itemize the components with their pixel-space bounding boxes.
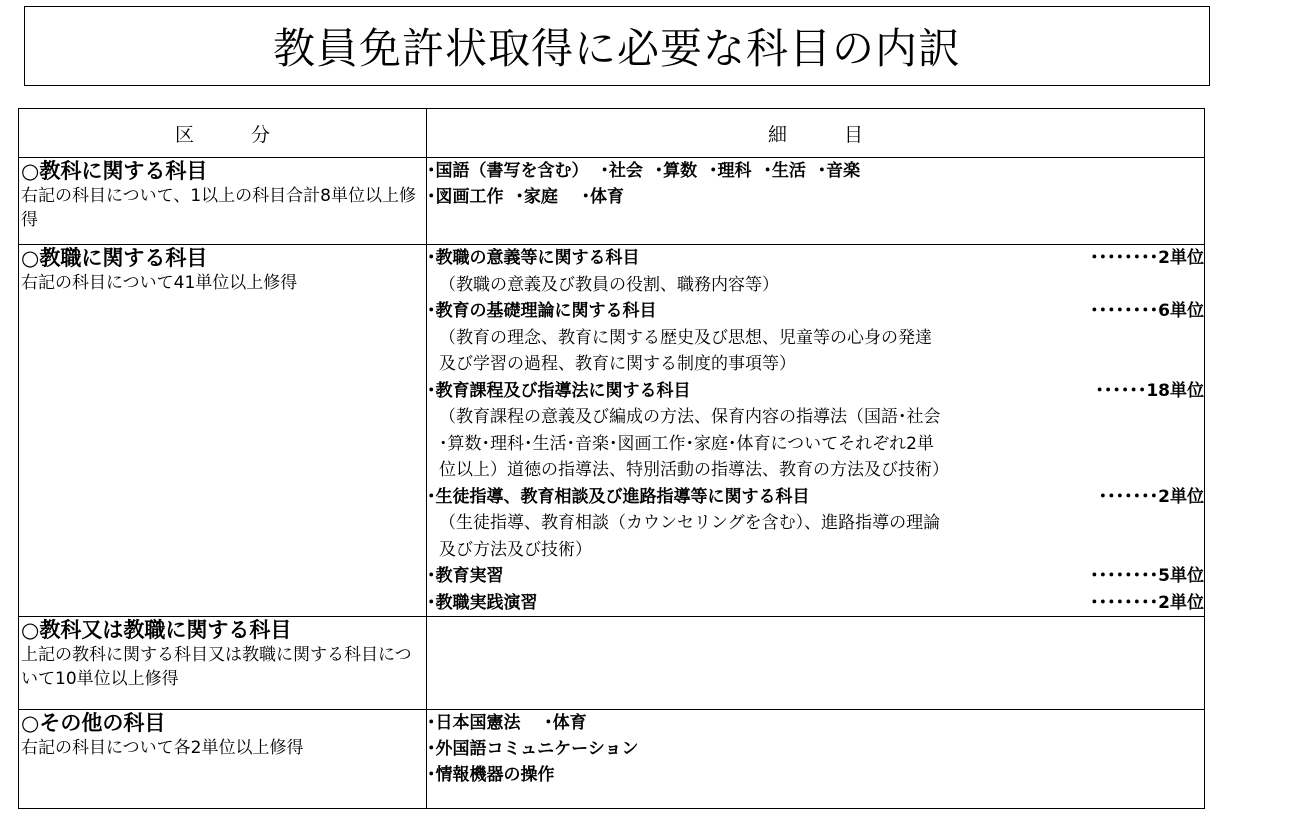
subject-item	[427, 563, 1204, 590]
subject-item	[427, 245, 1204, 272]
category-note: 右記の科目について、1以上の科目合計8単位以上修得	[21, 186, 416, 230]
subject-credits: ･･････18単位	[1095, 380, 1204, 401]
table-row	[19, 245, 1205, 617]
category-cell	[19, 158, 427, 245]
subject-credits: ････････5単位	[1090, 566, 1204, 586]
subject-credits: ････････2単位	[1090, 248, 1204, 268]
detail-line: ･外国語コミュニケーション	[427, 739, 639, 759]
table-row	[19, 710, 1205, 809]
category-title: ○教科又は教職に関する科目	[21, 618, 292, 642]
subject-name: ･教育の基礎理論に関する科目	[427, 301, 657, 321]
category-cell	[19, 710, 427, 809]
subject-name: ･生徒指導、教育相談及び進路指導等に関する科目	[427, 486, 810, 507]
subject-name: ･教職の意義等に関する科目	[427, 248, 640, 268]
category-title: ○教科に関する科目	[21, 159, 208, 183]
subject-credits: ････････2単位	[1090, 592, 1204, 613]
detail-line: ･情報機器の操作	[427, 765, 555, 785]
detail-cell	[427, 158, 1205, 245]
subject-name: ･教職実践演習	[427, 592, 538, 613]
subject-name: ･教育実習	[427, 566, 504, 586]
subject-item	[427, 378, 1204, 405]
subject-item	[427, 298, 1204, 325]
detail-line: ･図画工作 ･家庭 ･体育	[427, 187, 625, 207]
subject-description: （生徒指導、教育相談（カウンセリングを含む）、進路指導の理論 及び方法及び技術）	[439, 513, 941, 560]
title-box	[24, 6, 1210, 86]
subject-item	[427, 590, 1204, 617]
category-note: 右記の科目について41単位以上修得	[21, 273, 298, 293]
subject-description: （教育課程の意義及び編成の方法、保育内容の指導法（国語･社会 ･算数･理科･生活･音楽･図画工作･家庭･体育についてそれぞれ2単 位以上）道徳の指導法、特別活動の指導法、教育の方法及び技術）	[439, 407, 949, 480]
page-title: 教員免許状取得に必要な科目の内訳	[272, 24, 961, 73]
subject-description: （教育の理念、教育に関する歴史及び思想、児童等の心身の発達 及び学習の過程、教育に関する制度的事項等）	[439, 327, 932, 374]
category-title: ○教職に関する科目	[21, 246, 208, 270]
header-detail: 細 目	[427, 109, 1205, 158]
category-note: 右記の科目について各2単位以上修得	[21, 738, 304, 758]
subject-credits: ･･･････2単位	[1098, 486, 1204, 507]
category-cell	[19, 617, 427, 710]
category-title: ○その他の科目	[21, 711, 166, 735]
detail-cell	[427, 710, 1205, 809]
subject-item	[427, 484, 1204, 511]
detail-line: ･国語（書写を含む） ･社会 ･算数 ･理科 ･生活 ･音楽	[427, 161, 861, 181]
table-row	[19, 158, 1205, 245]
category-note: 上記の教科に関する科目又は教職に関する科目について10単位以上修得	[21, 645, 412, 689]
subject-credits: ････････6単位	[1090, 301, 1204, 321]
detail-line: ･日本国憲法 ･体育	[427, 713, 587, 733]
header-category: 区 分	[19, 109, 427, 158]
table-header-row	[19, 109, 1205, 158]
subject-description: （教職の意義及び教員の役割、職務内容等）	[439, 274, 779, 295]
subject-name: ･教育課程及び指導法に関する科目	[427, 380, 691, 401]
detail-cell	[427, 245, 1205, 617]
detail-cell	[427, 617, 1205, 710]
category-cell	[19, 245, 427, 617]
subjects-table	[18, 108, 1205, 809]
table-row	[19, 617, 1205, 710]
